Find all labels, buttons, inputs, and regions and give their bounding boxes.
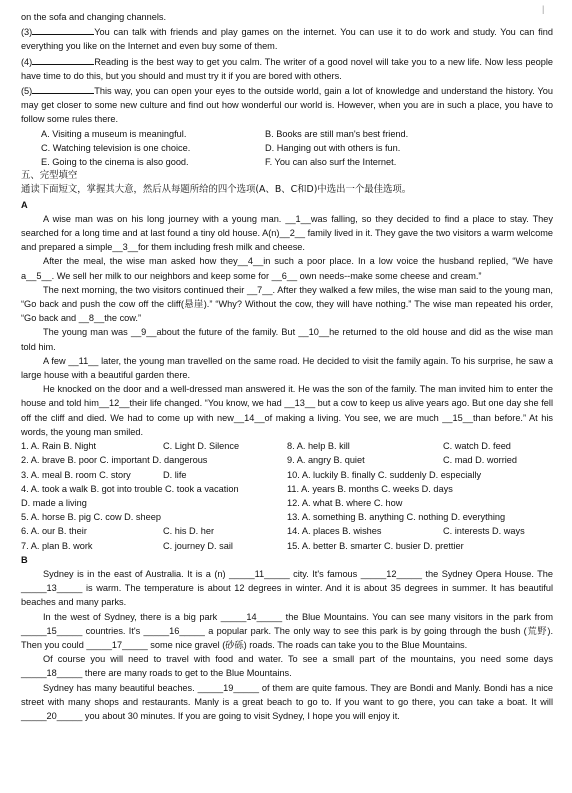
question-text: 14. A. places B. wishes (287, 526, 382, 537)
item-5 (21, 83, 553, 127)
question-text: 6. A. our B. their (21, 526, 87, 537)
margin-mark: | (542, 4, 545, 14)
question-text: 15. A. better B. smarter C. busier D. prettier (287, 540, 464, 551)
option: A. Visiting a museum is meaningful. (41, 128, 187, 139)
question-text: 12. A. what B. where C. how (287, 497, 403, 508)
option: B. Books are still man's best friend. (265, 128, 409, 139)
passage-a-paragraph: A wise man was on his long journey with a young man. __1__was falling, so they decided to find a place to stay. They searched for a long time and at last found a tiny old house. A(n)__2__ family lived in it. They gave the two visitors a warm welcome and prepared a simple__3__for them including fresh milk and cheese. (21, 213, 553, 253)
question-text: 4. A. took a walk B. got into trouble C. took a vacation (21, 483, 239, 494)
question-text: 9. A. angry B. quiet (287, 455, 365, 466)
question-text: 3. A. meal B. room C. story (21, 469, 131, 480)
question-row (21, 524, 553, 538)
option: F. You can also surf the Internet. (265, 157, 397, 168)
question-text: 11. A. years B. months C. weeks D. days (287, 483, 453, 494)
option: D. Hanging out with others is fun. (265, 142, 401, 153)
question-row (21, 453, 553, 467)
passage-a-paragraph: The young man was __9__about the future of the family. But __10__he returned to the old house and did as the wise man told him. (21, 327, 553, 352)
question-text: 5. A. horse B. pig C. cow D. sheep (21, 512, 161, 523)
passage-label-b: B (21, 554, 28, 565)
option: C. Watching television is one choice. (41, 142, 191, 153)
item-text: This way, you can open your eyes to the outside world, gain a lot of knowledge and understand the history. You may get closer to some new culture and find out how wonderful our world is. However, when you are in such a place, you have to follow some rules there. (21, 86, 553, 125)
question-text: 2. A. brave B. poor C. important D. dangerous (21, 455, 208, 466)
question-text: C. Light D. Silence (163, 441, 240, 452)
question-row (21, 496, 553, 510)
passage-a-paragraph: After the meal, the wise man asked how they__4__in such a poor place. In a low voice the husband replied, “We have a__5__. We sell her milk to our neighbors and keep some for __6__ own needs--make some cheese and cream.” (21, 256, 553, 281)
question-row (21, 439, 553, 453)
passage-a-paragraph: The next morning, the two visitors continued their __7__. After they walked a few miles, the wise man said to the young man, “Go back and push the cow off the cliff(悬崖).” “Why? Without the cow, they will have nothing.” The wise man repeated his order, “Go back and __8__the cow.” (21, 284, 553, 324)
question-row (21, 482, 553, 496)
item-number: (4) (21, 56, 33, 67)
option-row (21, 127, 553, 141)
section-title: 五、完型填空 (21, 170, 78, 182)
question-text: C. his D. her (163, 526, 215, 537)
question-row (21, 468, 553, 482)
item-number: (3) (21, 27, 33, 38)
question-text: C. journey D. sail (163, 540, 233, 551)
answer-blank (32, 54, 94, 65)
passage-b-paragraph: In the west of Sydney, there is a big park _____14_____ the Blue Mountains. You can see many visitors in the park from _____15_____ countries. It's _____16_____ a popular park. The only way to see this park is by going through the bush (荒野). Then you could _____17_____ some nice gravel (砂砾) roads. The roads can take you to the Blue Mountains. (21, 611, 553, 650)
option: E. Going to the cinema is also good. (41, 157, 189, 168)
item-4 (21, 54, 553, 83)
item-3 (21, 24, 553, 53)
document-page (21, 10, 553, 723)
question-text: 1. A. Rain B. Night (21, 441, 97, 452)
question-text: 8. A. help B. kill (287, 441, 350, 452)
question-row (21, 539, 553, 553)
option-row (21, 141, 553, 155)
passage-b-paragraph: Sydney has many beautiful beaches. _____19_____ of them are quite famous. They are Bondi and Manly. Bondi has a nice street with many shops and restaurants. Manly is a great beach to go to. If you want to go there, you can take a boat. It will _____20_____ you about 30 minutes. If you are going to visit Sydney, I hope you will enjoy it. (21, 682, 553, 721)
section-instruction: 通读下面短文，掌握其大意，然后从每题所给的四个选项(A、B、C和D)中选出一个最佳选项。 (21, 184, 412, 196)
passage-a-paragraph: He knocked on the door and a well-dressed man answered it. He was the son of the family. The man invited him to enter the house and told him__12__their life changed. “You know, we had __13__ but a cow to keep us alive years ago. But one day she fell off the cliff and died. We had to come up with new__14__of making a living. You see, we are much __15__than before.” At his words, the young man smiled. (21, 384, 553, 437)
item-text: You can talk with friends and play games on the internet. You can use it to do work and study. You can find everything you like on the Internet and even buy some of them. (21, 27, 553, 52)
answer-blank (32, 24, 94, 35)
passage-a-paragraph: A few __11__ later, the young man travelled on the same road. He decided to visit the family again. To his surprise, he saw a large house with a beautiful garden there. (21, 355, 553, 381)
question-text: C. mad D. worried (443, 455, 518, 466)
question-text: 13. A. something B. anything C. nothing D. everything (287, 512, 506, 523)
question-text: D. made a living (21, 497, 87, 508)
question-text: 10. A. luckily B. finally C. suddenly D. especially (287, 469, 482, 480)
item-number: (5) (21, 86, 33, 97)
passage-label-a: A (21, 199, 28, 210)
passage-b-paragraph: Sydney is in the east of Australia. It is a (n) _____11_____ city. It's famous _____12_____ the Sydney Opera House. The _____13_____ is warm. The temperature is about 12 degrees in winter. And it is about 35 degrees in summer. It has beautiful beaches and many parks. (21, 568, 553, 608)
question-list (21, 439, 553, 553)
option-row (21, 155, 553, 169)
question-text: 7. A. plan B. work (21, 540, 93, 551)
question-text: C. watch D. feed (443, 441, 511, 452)
question-text: D. life (163, 469, 187, 480)
answer-blank (32, 83, 94, 94)
item-text: Reading is the best way to get you calm. The writer of a good novel will take you to a new life. Now less people have time to do this, but you should and must try it if you are bored with others. (21, 56, 553, 81)
question-row (21, 510, 553, 524)
text-line: on the sofa and changing channels. (21, 12, 167, 22)
passage-b-paragraph: Of course you will need to travel with food and water. To see a small part of the mountains, you need some days _____18_____ there are many roads to get to the Blue Mountains. (21, 654, 553, 679)
question-text: C. interests D. ways (443, 526, 525, 537)
